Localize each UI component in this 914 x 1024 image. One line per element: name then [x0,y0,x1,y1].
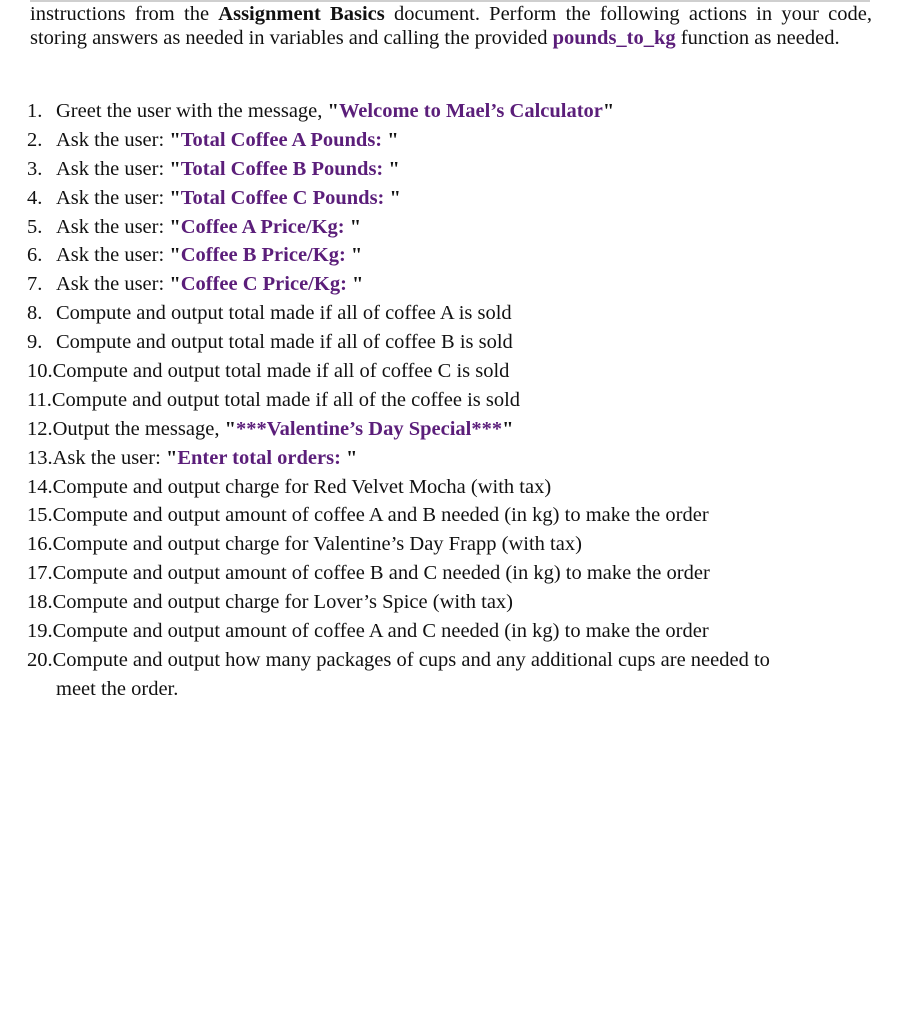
quote-close: " [349,215,362,238]
doc-name: Assignment Basics [218,3,385,25]
item-highlight: Coffee B Price/Kg: [180,244,351,267]
item-text: Ask the user: [52,446,166,469]
steps-list [27,97,827,704]
list-item [27,241,827,270]
item-number: 16. [27,533,53,556]
list-item [27,270,827,299]
item-number: 13. [27,446,53,469]
intro-paragraph [30,2,872,50]
quote-open: " [169,186,181,209]
list-item [27,473,827,502]
function-name: pounds_to_kg [552,27,676,49]
list-item [27,530,827,559]
quote-close: " [602,100,615,122]
intro-text-1: instructions from the [30,3,219,25]
item-number: 7. [27,273,43,296]
quote-open: " [169,244,181,267]
item-number: 2. [27,128,43,151]
item-number: 12. [27,417,53,440]
quote-close: " [350,244,363,267]
quote-open: " [169,273,181,296]
quote-open: " [169,128,181,151]
list-item [27,444,827,473]
item-highlight: Total Coffee B Pounds: [180,157,389,180]
list-item [27,415,827,444]
item-highlight: Total Coffee A Pounds: [180,128,388,151]
item-text: Compute and output total made if all of the coffee is sold [51,388,521,411]
list-item [27,559,827,588]
item-continuation: meet the order. [56,677,179,700]
item-number: 6. [27,244,43,267]
item-text: Ask the user: [56,128,170,151]
item-text: Ask the user: [56,244,170,267]
item-text: Compute and output how many packages of cups and any additional cups are needed to [52,648,770,671]
item-highlight: Total Coffee C Pounds: [180,186,390,209]
list-item [27,213,827,242]
item-number: 14. [27,475,53,498]
list-item [27,646,827,704]
item-number: 19. [27,620,53,643]
item-text: Compute and output total made if all of coffee C is sold [52,360,510,383]
item-number: 10. [27,360,53,383]
item-text: Output the message, [52,417,225,440]
quote-open: " [165,446,178,469]
quote-close: " [389,186,401,209]
item-text: Compute and output charge for Lover’s Spice (with tax) [52,591,514,614]
item-number: 15. [27,504,53,527]
quote-close: " [346,446,358,469]
list-item [27,299,827,328]
quote-open: " [224,417,236,440]
list-item [27,155,827,184]
item-highlight: Welcome to Mael’s Calculator [338,100,603,122]
list-item [27,386,827,415]
quote-open: " [169,215,181,238]
item-number: 5. [27,215,43,238]
intro-text-2: document. Perform the following actions in your code, storing answers as needed in variables and calling the provided [30,3,872,49]
item-number: 4. [27,186,43,209]
item-text: Compute and output amount of coffee B and C needed (in kg) to make the order [52,562,710,585]
item-highlight: Coffee A Price/Kg: [180,215,350,238]
list-item [27,357,827,386]
item-number: 1. [27,100,43,122]
intro-text-3: function as needed. [675,27,840,49]
item-highlight: Coffee C Price/Kg: [180,273,353,296]
list-item [27,501,827,530]
list-item [27,588,827,617]
item-text: Compute and output amount of coffee A and C needed (in kg) to make the order [52,620,709,643]
list-item [27,97,827,126]
item-text: Compute and output total made if all of coffee B is sold [56,331,513,354]
list-item [27,126,827,155]
item-highlight: ***Valentine’s Day Special*** [235,417,503,440]
item-number: 3. [27,157,43,180]
item-number: 11. [27,388,52,411]
quote-close: " [502,417,514,440]
item-number: 17. [27,562,53,585]
item-text: Ask the user: [56,273,170,296]
item-text: Ask the user: [56,157,170,180]
item-number: 18. [27,591,53,614]
item-text: Compute and output total made if all of coffee A is sold [56,302,512,325]
quote-close: " [387,128,399,151]
item-number: 8. [27,302,43,325]
item-text: Compute and output amount of coffee A and B needed (in kg) to make the order [52,504,709,527]
quote-close: " [352,273,364,296]
quote-close: " [388,157,400,180]
item-number: 9. [27,331,43,354]
quote-open: " [169,157,181,180]
list-item [27,328,827,357]
item-text: Ask the user: [56,215,170,238]
item-text: Greet the user with the message, [56,100,328,122]
item-text: Ask the user: [56,186,170,209]
document-page [30,2,872,50]
item-number: 20. [27,648,53,671]
quote-open: " [327,100,339,122]
item-text: Compute and output charge for Valentine’s Day Frapp (with tax) [52,533,582,556]
item-text: Compute and output charge for Red Velvet Mocha (with tax) [52,475,552,498]
list-item [27,184,827,213]
item-highlight: Enter total orders: [177,446,347,469]
list-item [27,617,827,646]
